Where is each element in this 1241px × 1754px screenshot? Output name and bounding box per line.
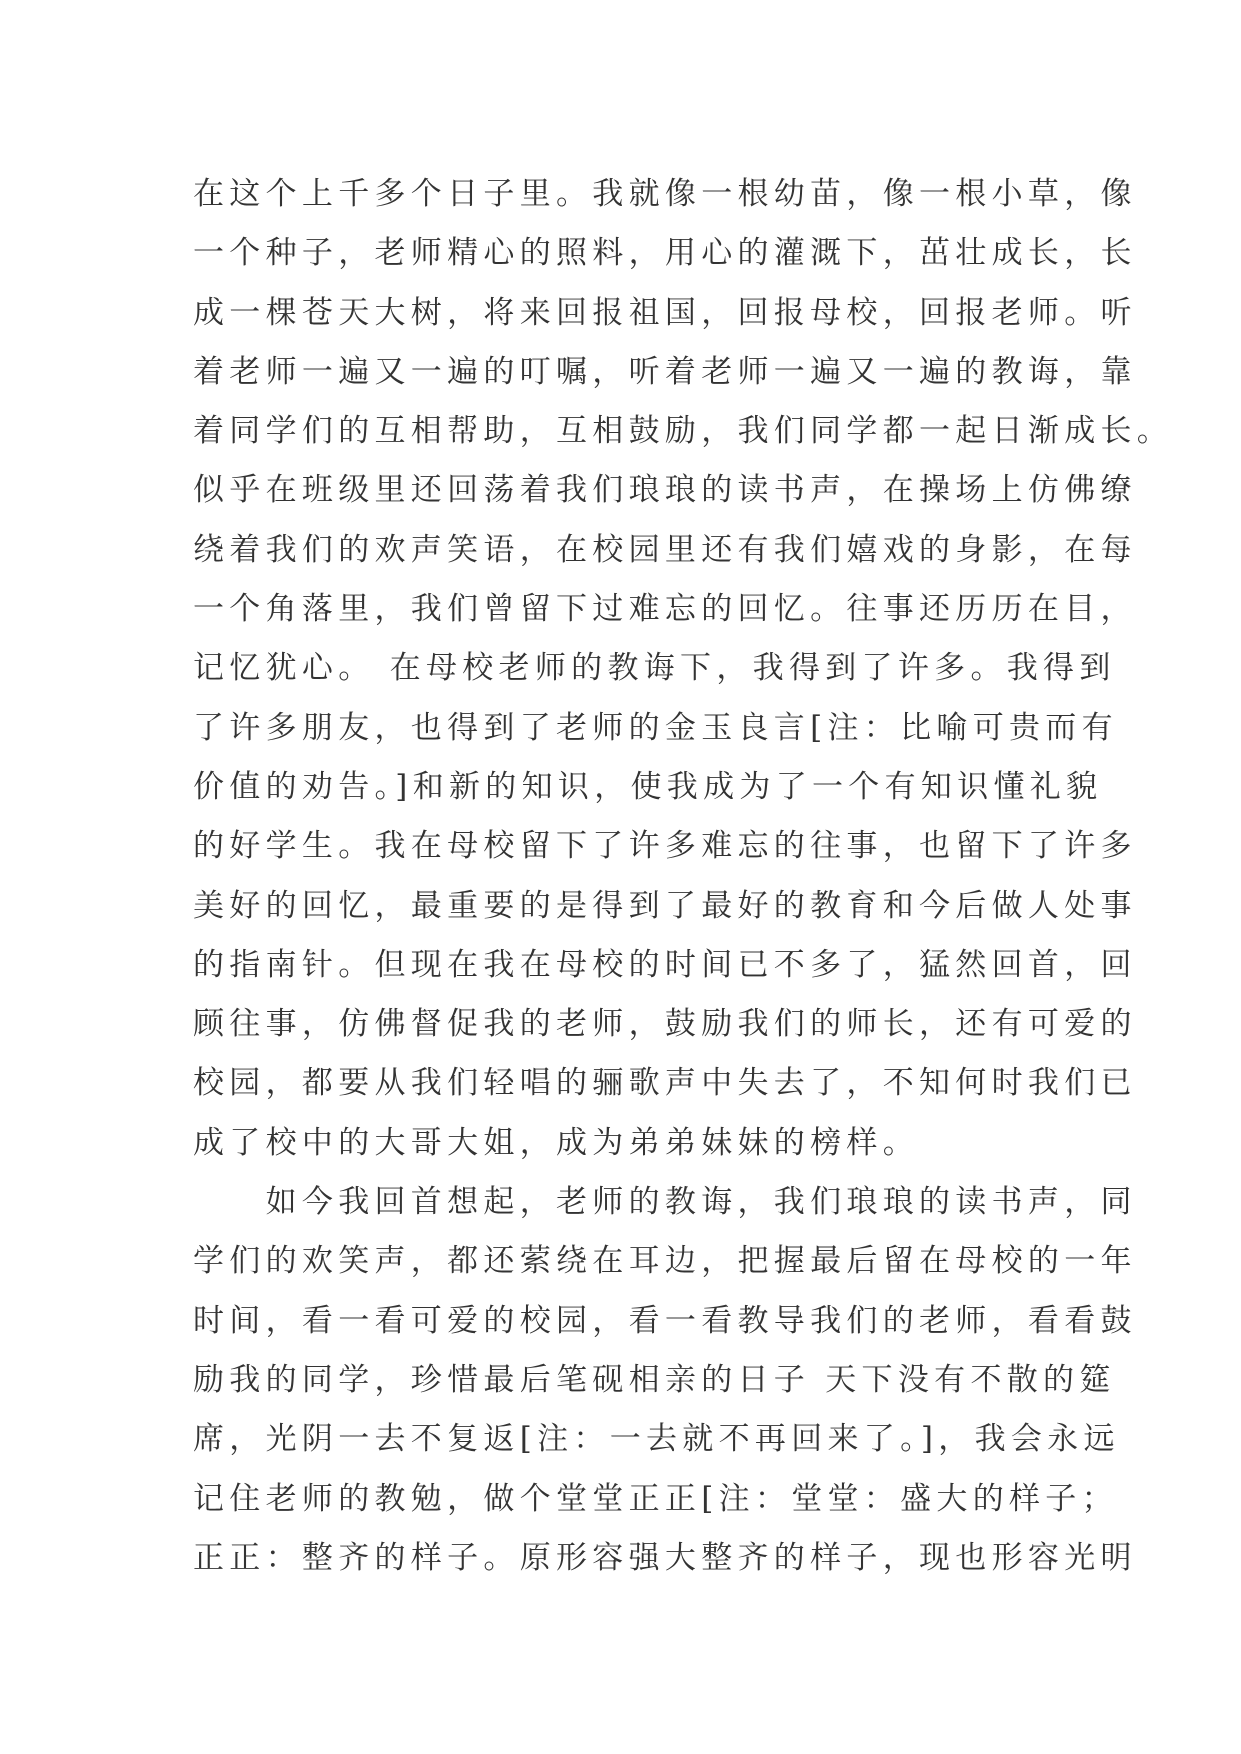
text-line: 记忆犹心。 在母校老师的教诲下，我得到了许多。我得到 xyxy=(193,650,1116,687)
text-line: 励我的同学，珍惜最后笔砚相亲的日子 天下没有不散的筵 xyxy=(193,1361,1116,1398)
text-line: 成一棵苍天大树，将来回报祖国，回报母校，回报老师。听 xyxy=(193,294,1137,331)
text-line: 校园，都要从我们轻唱的骊歌声中失去了，不知何时我们已 xyxy=(193,1065,1137,1102)
text-line: 正正：整齐的样子。原形容强大整齐的样子，现也形容光明 xyxy=(193,1539,1137,1576)
text-line: 着同学们的互相帮助，互相鼓励，我们同学都一起日渐成长。 xyxy=(193,413,1174,450)
text-line: 在这个上千多个日子里。我就像一根幼苗，像一根小草，像 xyxy=(193,176,1137,212)
text-line: 了许多朋友，也得到了老师的金玉良言[注：比喻可贵而有 xyxy=(193,709,1118,746)
text-line: 绕着我们的欢声笑语，在校园里还有我们嬉戏的身影，在每 xyxy=(193,531,1137,568)
text-line: 一个种子，老师精心的照料，用心的灌溉下，茁壮成长，长 xyxy=(193,235,1137,272)
text-line: 价值的劝告。]和新的知识，使我成为了一个有知识懂礼貌 xyxy=(193,768,1103,805)
text-line: 如今我回首想起，老师的教诲，我们琅琅的读书声，同 xyxy=(193,1184,1137,1221)
text-line: 似乎在班级里还回荡着我们琅琅的读书声，在操场上仿佛缭 xyxy=(193,472,1137,509)
text-line: 的指南针。但现在我在母校的时间已不多了，猛然回首，回 xyxy=(193,946,1137,983)
text-line: 记住老师的教勉，做个堂堂正正[注：堂堂：盛大的样子； xyxy=(193,1480,1118,1517)
text-line: 成了校中的大哥大姐，成为弟弟妹妹的榜样。 xyxy=(193,1124,919,1161)
text-line: 学们的欢笑声，都还萦绕在耳边，把握最后留在母校的一年 xyxy=(193,1243,1137,1280)
body-text xyxy=(193,165,1174,1588)
text-line: 顾往事，仿佛督促我的老师，鼓励我们的师长，还有可爱的 xyxy=(193,1006,1137,1043)
text-line: 时间，看一看可爱的校园，看一看教导我们的老师，看看鼓 xyxy=(193,1302,1137,1339)
text-line: 美好的回忆，最重要的是得到了最好的教育和今后做人处事 xyxy=(193,887,1137,924)
text-line: 一个角落里，我们曾留下过难忘的回忆。往事还历历在目， xyxy=(193,591,1137,628)
text-line: 着老师一遍又一遍的叮嘱，听着老师一遍又一遍的教诲，靠 xyxy=(193,353,1137,390)
text-line: 的好学生。我在母校留下了许多难忘的往事，也留下了许多 xyxy=(193,828,1137,865)
text-line: 席，光阴一去不复返[注：一去就不再回来了。]，我会永远 xyxy=(193,1421,1120,1458)
